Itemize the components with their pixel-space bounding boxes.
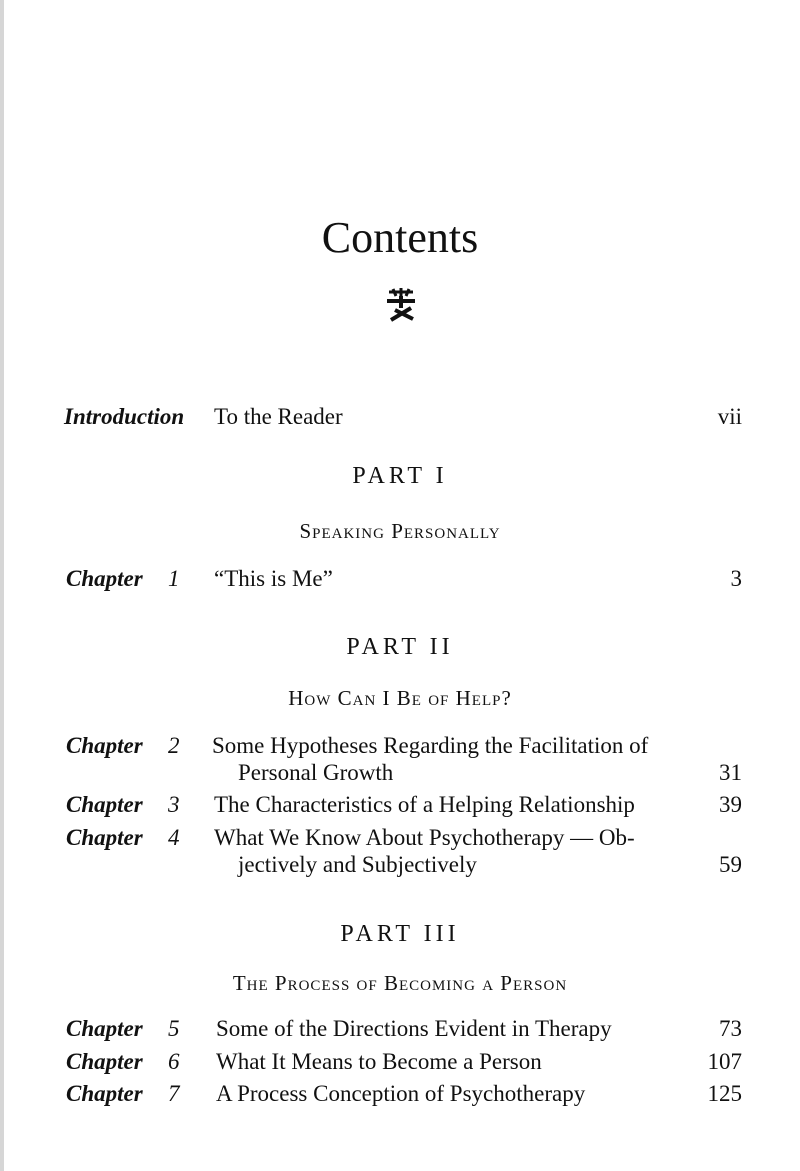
chapter-number: 3 bbox=[168, 792, 180, 817]
part-heading: PART II bbox=[346, 634, 454, 660]
chapter-title-continuation: Personal Growth bbox=[238, 760, 394, 785]
chapter-title: Some of the Directions Evident in Therapy bbox=[216, 1016, 612, 1041]
chapter-title: A Process Conception of Psychotherapy bbox=[216, 1081, 586, 1106]
chapter-label: Chapter bbox=[66, 825, 143, 850]
chapter-number: 5 bbox=[168, 1016, 180, 1041]
chapter-title-continuation: jectively and Subjectively bbox=[238, 852, 477, 877]
chapter-page: 125 bbox=[707, 1081, 742, 1106]
chapter-page: 59 bbox=[719, 852, 742, 877]
chapter-label: Chapter bbox=[66, 792, 143, 817]
chapter-number: 7 bbox=[168, 1081, 180, 1106]
chapter-title: Some Hypotheses Regarding the Facilitation of bbox=[212, 733, 649, 758]
chapter-label: Chapter bbox=[66, 1016, 143, 1041]
chapter-title: What We Know About Psychotherapy — Ob- bbox=[214, 825, 635, 850]
chapter-number: 2 bbox=[168, 733, 180, 758]
chapter-label: Chapter bbox=[66, 1049, 143, 1074]
introduction-label: Introduction bbox=[64, 404, 185, 429]
chapter-page: 39 bbox=[719, 792, 742, 817]
part-subtitle: How Can I Be of Help? bbox=[288, 686, 512, 710]
part-heading: PART I bbox=[352, 463, 448, 489]
chapter-row[interactable] bbox=[0, 825, 800, 855]
page-title: Contents bbox=[321, 213, 479, 262]
chapter-title: “This is Me” bbox=[214, 566, 333, 591]
chapter-title: The Characteristics of a Helping Relationship bbox=[214, 792, 635, 817]
introduction-row[interactable] bbox=[0, 404, 800, 434]
chapter-row[interactable] bbox=[0, 1049, 800, 1079]
chapter-label: Chapter bbox=[66, 1081, 143, 1106]
chapter-page: 107 bbox=[707, 1049, 742, 1074]
chapter-row[interactable] bbox=[0, 1081, 800, 1111]
part-subtitle: Speaking Personally bbox=[299, 519, 501, 543]
chapter-label: Chapter bbox=[66, 566, 143, 591]
chapter-row[interactable] bbox=[0, 566, 800, 596]
chapter-row-continuation[interactable] bbox=[0, 852, 800, 882]
chapter-row[interactable] bbox=[0, 733, 800, 763]
chapter-page: 3 bbox=[730, 566, 742, 591]
chapter-row-continuation[interactable] bbox=[0, 760, 800, 790]
part-heading: PART III bbox=[340, 921, 460, 947]
introduction-title: To the Reader bbox=[214, 404, 343, 429]
chapter-page: 73 bbox=[719, 1016, 742, 1041]
chapter-row[interactable] bbox=[0, 792, 800, 822]
chapter-row[interactable] bbox=[0, 1016, 800, 1046]
chapter-number: 4 bbox=[168, 825, 180, 850]
chapter-label: Chapter bbox=[66, 733, 143, 758]
part-subtitle: The Process of Becoming a Person bbox=[232, 971, 568, 995]
chapter-title: What It Means to Become a Person bbox=[216, 1049, 542, 1074]
chapter-number: 1 bbox=[168, 566, 180, 591]
chapter-number: 6 bbox=[168, 1049, 180, 1074]
ornament-icon bbox=[383, 286, 419, 322]
introduction-page: vii bbox=[717, 404, 742, 429]
chapter-page: 31 bbox=[719, 760, 742, 785]
